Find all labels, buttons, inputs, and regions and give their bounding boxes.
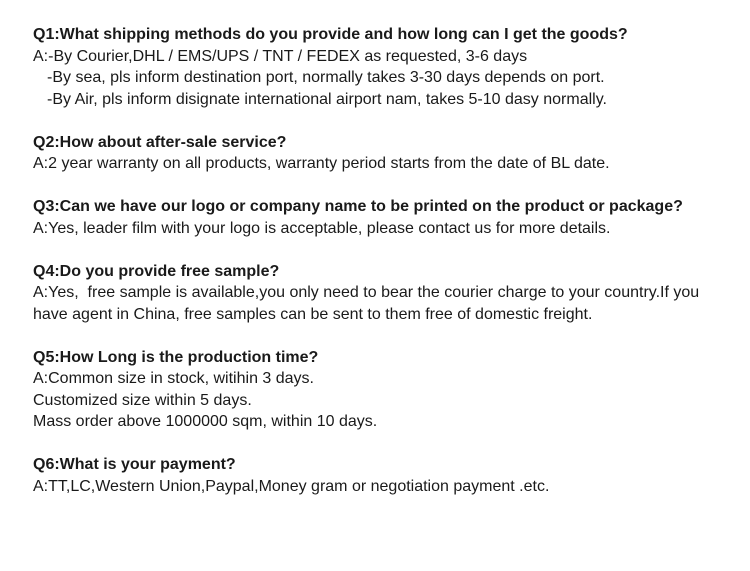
faq-question: Q6:What is your payment? xyxy=(33,456,236,473)
faq-item-q5 xyxy=(33,347,723,433)
faq-answer-line: Mass order above 1000000 sqm, within 10 days. xyxy=(33,413,378,430)
faq-question: Q5:How Long is the production time? xyxy=(33,348,319,366)
faq-question: Q2:How about after-sale service? xyxy=(33,133,287,151)
faq-question: Q3:Can we have our logo or company name to be printed on the product or package? xyxy=(33,198,683,215)
faq-answer-line: A:2 year warranty on all products, warranty period starts from the date of BL date. xyxy=(33,155,610,172)
faq-answer-line: -By sea, pls inform destination port, normally takes 3-30 days depends on port. xyxy=(47,69,605,86)
faq-question: Q4:Do you provide free sample? xyxy=(33,262,280,280)
faq-answer-line: A:Yes, leader film with your logo is acceptable, please contact us for more details. xyxy=(33,219,611,237)
faq-answer-line: A:Yes, free sample is available,you only need to bear the courier charge to your country.If you have agent in China, free samples can be sent to them free of domestic freight. xyxy=(33,284,704,323)
faq-item-q2 xyxy=(33,132,723,175)
faq-answer-line: Customized size within 5 days. xyxy=(33,391,252,409)
faq-item-q4 xyxy=(33,261,723,326)
faq-document xyxy=(33,24,723,519)
faq-item-q1 xyxy=(33,24,723,110)
faq-answer-line: A:TT,LC,Western Union,Paypal,Money gram or negotiation payment .etc. xyxy=(33,477,550,495)
faq-question: Q1:What shipping methods do you provide and how long can I get the goods? xyxy=(33,26,628,43)
faq-item-q6 xyxy=(33,454,723,497)
faq-answer-line: A:-By Courier,DHL / EMS/UPS / TNT / FEDEX as requested, 3-6 days xyxy=(33,47,528,65)
faq-answer-line: A:Common size in stock, witihin 3 days. xyxy=(33,370,314,387)
faq-item-q3 xyxy=(33,196,723,239)
faq-answer-line: -By Air, pls inform disignate international airport nam, takes 5-10 dasy normally. xyxy=(47,90,607,108)
